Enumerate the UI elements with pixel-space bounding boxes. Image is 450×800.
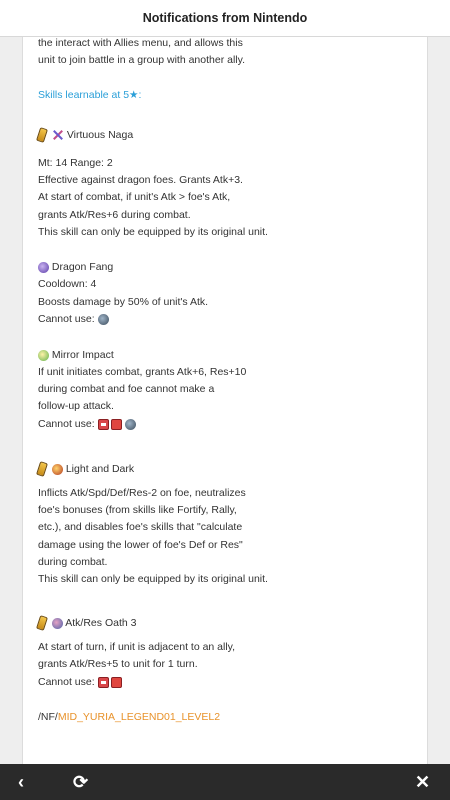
skill-text: If unit initiates combat, grants Atk+6, Res+10 (38, 366, 247, 378)
skill-text: This skill can only be equipped by its original unit. (38, 573, 268, 585)
cannot-use-row (38, 312, 109, 326)
cannot-use-label: Cannot use: (38, 418, 95, 430)
skills-heading: Skills learnable at 5★: (38, 89, 142, 101)
message-code (38, 710, 220, 724)
red-tome-icon (98, 677, 109, 688)
passive-c-icon (52, 618, 63, 629)
red-breath-icon (111, 419, 122, 430)
skill-text: Effective against dragon foes. Grants Atk+3. (38, 174, 243, 186)
page-title: Notifications from Nintendo (142, 11, 308, 25)
skill-text: At start of turn, if unit is adjacent to an ally, (38, 641, 236, 653)
back-icon[interactable]: ‹ (18, 772, 24, 792)
cannot-use-label: Cannot use: (38, 676, 95, 688)
skill-text: Boosts damage by 50% of unit's Atk. (38, 296, 209, 308)
skill-title (38, 462, 134, 476)
intro-text: unit to join battle in a group with another ally. (38, 54, 246, 66)
skill-name: Virtuous Naga (66, 129, 134, 141)
notification-scroll-area[interactable] (0, 37, 450, 764)
message-code-id: MID_YURIA_LEGEND01_LEVEL2 (57, 711, 221, 723)
prf-weapon-icon (36, 615, 48, 631)
refresh-icon[interactable]: ⟳ (73, 772, 89, 792)
skill-name: Dragon Fang (51, 261, 114, 273)
skill-text: foe's bonuses (from skills like Fortify, Rally, (38, 504, 237, 516)
colorless-dagger-icon (98, 314, 109, 325)
red-breath-icon (111, 677, 122, 688)
skill-text: grants Atk/Res+6 during combat. (38, 209, 191, 221)
special-icon (38, 262, 49, 273)
skill-text: during combat. (38, 556, 108, 568)
skill-text: Inflicts Atk/Spd/Def/Res-2 on foe, neutralizes (38, 487, 246, 499)
skill-text: during combat and foe cannot make a (38, 383, 215, 395)
skill-name: Light and Dark (65, 463, 135, 475)
colorless-dagger-icon (125, 419, 136, 430)
bottom-nav-bar (0, 764, 450, 800)
skill-title (38, 348, 114, 362)
cannot-use-row (38, 675, 122, 689)
message-code-prefix: /NF/ (38, 711, 58, 723)
skill-name: Atk/Res Oath 3 (65, 617, 137, 629)
skill-title (38, 260, 113, 274)
skill-title (38, 128, 133, 142)
tome-weapon-icon (52, 129, 64, 141)
cannot-use-row (38, 417, 136, 431)
red-tome-icon (98, 419, 109, 430)
skill-text: Cooldown: 4 (38, 278, 97, 290)
skill-text: This skill can only be equipped by its original unit. (38, 226, 268, 238)
skill-text: damage using the lower of foe's Def or Res" (38, 539, 243, 551)
skill-text: At start of combat, if unit's Atk > foe's Atk, (38, 191, 231, 203)
skill-text: grants Atk/Res+5 to unit for 1 turn. (38, 658, 198, 670)
skill-text: follow-up attack. (38, 400, 114, 412)
intro-text: the interact with Allies menu, and allows this (38, 37, 243, 49)
close-icon[interactable]: ✕ (415, 772, 431, 792)
cannot-use-label: Cannot use: (38, 313, 95, 325)
app-bar (0, 0, 450, 37)
skill-text: etc.), and disables foe's skills that "calculate (38, 521, 243, 533)
passive-a-icon (52, 464, 63, 475)
skill-name: Mirror Impact (51, 349, 114, 361)
prf-weapon-icon (36, 461, 48, 477)
prf-weapon-icon (36, 127, 48, 143)
assist-icon (38, 350, 49, 361)
notification-card (22, 37, 428, 764)
skill-title (38, 616, 136, 630)
skill-text: Mt: 14 Range: 2 (38, 157, 113, 169)
